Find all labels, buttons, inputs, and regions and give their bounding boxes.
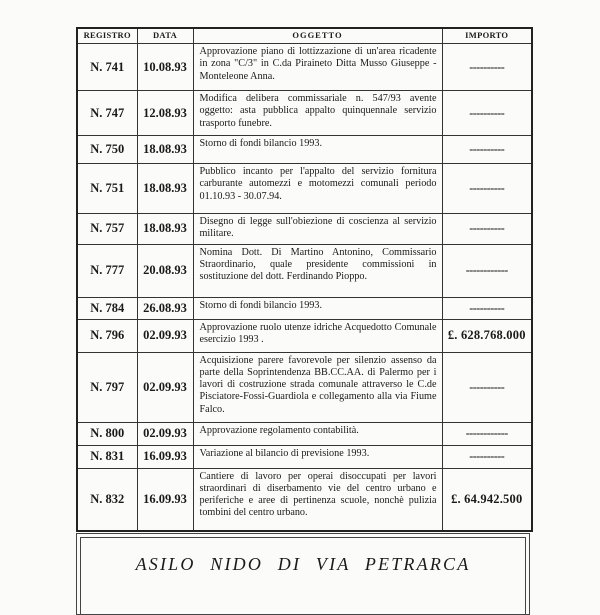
importo-cell: ---------- [442,352,532,422]
oggetto-cell: Cantiere di lavoro per operai disoccupati per lavori straordinari di diserbamento vie del centro urbano e periferiche e aree di pertinenza scuole, nonchè pulizia tombini del centro urbano. [193,468,442,531]
data-cell: 18.08.93 [137,164,193,214]
table-row [77,91,532,136]
oggetto-cell: Approvazione ruolo utenze idriche Acquedotto Comunale esercizio 1993 . [193,319,442,352]
table-row [77,297,532,319]
importo-cell: ---------- [442,297,532,319]
data-cell: 18.08.93 [137,214,193,245]
table-row [77,445,532,468]
importo-cell: ---------- [442,44,532,91]
oggetto-cell: Storno di fondi bilancio 1993. [193,136,442,164]
table-row [77,352,532,422]
registro-cell: N. 757 [77,214,137,245]
oggetto-cell: Modifica delibera commissariale n. 547/93 avente oggetto: asta pubblica appalto quinquennale servizio trasporto funebre. [193,91,442,136]
data-cell: 16.09.93 [137,468,193,531]
data-cell: 18.08.93 [137,136,193,164]
data-cell: 20.08.93 [137,244,193,297]
oggetto-cell: Nomina Dott. Di Martino Antonino, Commissario Straordinario, quale presidente commissioni in sostituzione del dott. Ferdinando Pioppo. [193,244,442,297]
registro-cell: N. 800 [77,422,137,445]
oggetto-cell: Acquisizione parere favorevole per silenzio assenso da parte della Soprintendenza BB.CC.AA. di Palermo per i lavori di costruzione strada comunale attraverso le C.de Pisciatore-Fossi-Guardiola e collegamento alla via Fiume Falco. [193,352,442,422]
data-cell: 16.09.93 [137,445,193,468]
header-registro: REGISTRO [77,28,137,44]
deliberations-table [76,27,533,532]
importo-cell: £. 64.942.500 [442,468,532,531]
table-row [77,214,532,245]
oggetto-cell: Disegno di legge sull'obiezione di coscienza al servizio militare. [193,214,442,245]
data-cell: 02.09.93 [137,352,193,422]
registro-cell: N. 747 [77,91,137,136]
registro-cell: N. 832 [77,468,137,531]
oggetto-cell: Approvazione piano di lottizzazione di un'area ricadente in zona "C/3" in C.da Piraineto Ditta Musso Giuseppe - Monteleone Anna. [193,44,442,91]
oggetto-cell: Variazione al bilancio di previsione 1993. [193,445,442,468]
registro-cell: N. 831 [77,445,137,468]
header-oggetto: OGGETTO [193,28,442,44]
table-header-row [77,28,532,44]
data-cell: 02.09.93 [137,319,193,352]
registro-cell: N. 777 [77,244,137,297]
importo-cell: ---------- [442,445,532,468]
registro-cell: N. 741 [77,44,137,91]
data-cell: 10.08.93 [137,44,193,91]
table-row [77,44,532,91]
table-row [77,164,532,214]
importo-cell: £. 628.768.000 [442,319,532,352]
data-cell: 02.09.93 [137,422,193,445]
registro-cell: N. 751 [77,164,137,214]
registro-cell: N. 797 [77,352,137,422]
registro-cell: N. 750 [77,136,137,164]
oggetto-cell: Storno di fondi bilancio 1993. [193,297,442,319]
importo-cell: ---------- [442,164,532,214]
importo-cell: ------------ [442,422,532,445]
importo-cell: ---------- [442,214,532,245]
table-row [77,319,532,352]
data-cell: 12.08.93 [137,91,193,136]
box-title: ASILO NIDO DI VIA PETRARCA [135,554,471,574]
oggetto-cell: Approvazione regolamento contabilità. [193,422,442,445]
data-cell: 26.08.93 [137,297,193,319]
header-importo: IMPORTO [442,28,532,44]
table-row [77,422,532,445]
oggetto-cell: Pubblico incanto per l'appalto del servizio fornitura carburante automezzi e motomezzi comunali periodo 01.10.93 - 30.07.94. [193,164,442,214]
registro-cell: N. 796 [77,319,137,352]
table-row [77,244,532,297]
registro-cell: N. 784 [77,297,137,319]
asilo-nido-box [76,533,530,615]
importo-cell: ---------- [442,136,532,164]
table-row [77,136,532,164]
box-inner-border [80,537,526,614]
importo-cell: ---------- [442,91,532,136]
importo-cell: ------------ [442,244,532,297]
table-row [77,468,532,531]
header-data: DATA [137,28,193,44]
